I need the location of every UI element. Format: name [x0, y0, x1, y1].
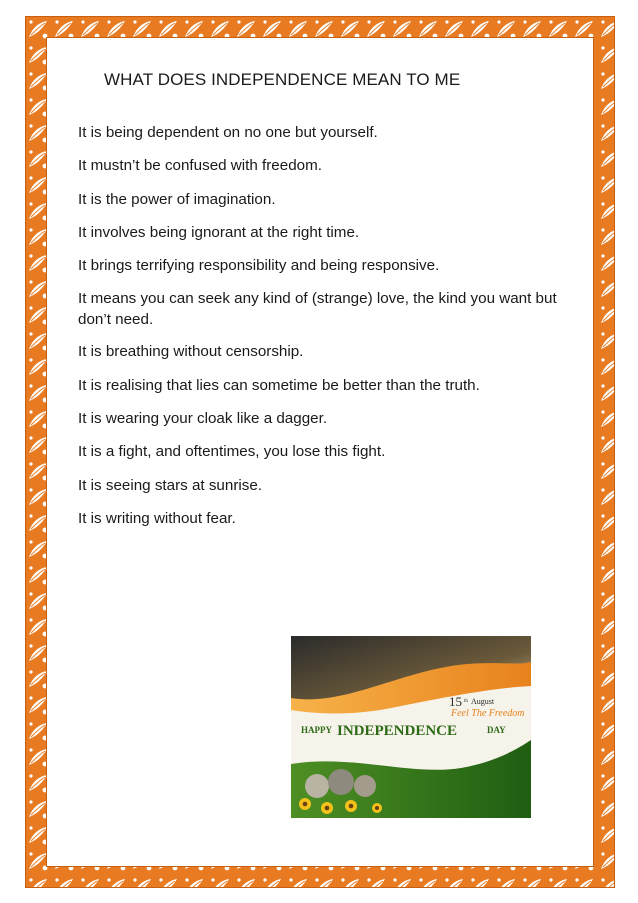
list-item: It is a fight, and oftentimes, you lose this fight. — [78, 443, 386, 461]
list-item: It mustn’t be confused with freedom. — [78, 157, 322, 175]
portrait-2 — [328, 769, 354, 795]
date-suffix: th — [464, 699, 468, 704]
independence-day-poster — [291, 636, 531, 818]
portrait-1 — [305, 774, 329, 798]
list-item: It is breathing without censorship. — [78, 343, 304, 361]
list-item: It is realising that lies can sometime be better than the truth. — [78, 376, 480, 394]
happy-text: HAPPY — [301, 725, 332, 735]
day-text: DAY — [487, 725, 506, 735]
list-item: It involves being ignorant at the right time. — [78, 223, 360, 241]
list-item: It is seeing stars at sunrise. — [78, 476, 263, 494]
tagline: Feel The Freedom — [451, 708, 525, 719]
page-title: WHAT DOES INDEPENDENCE MEAN TO ME — [104, 70, 461, 89]
list-item: It means you can seek any kind of (strange) love, the kind you want but don’t need. — [78, 290, 557, 329]
portrait-3 — [354, 775, 376, 797]
date-number: 15 — [449, 694, 462, 709]
statement-list — [78, 122, 578, 541]
list-item: It is being dependent on no one but yourself. — [78, 124, 378, 141]
date-month: August — [471, 697, 495, 706]
list-item: It is the power of imagination. — [78, 190, 276, 208]
independence-text: INDEPENDENCE — [337, 723, 458, 739]
list-item: It brings terrifying responsibility and being responsive. — [78, 257, 440, 275]
list-item: It is writing without fear. — [78, 509, 236, 527]
list-item: It is wearing your cloak like a dagger. — [78, 410, 328, 428]
